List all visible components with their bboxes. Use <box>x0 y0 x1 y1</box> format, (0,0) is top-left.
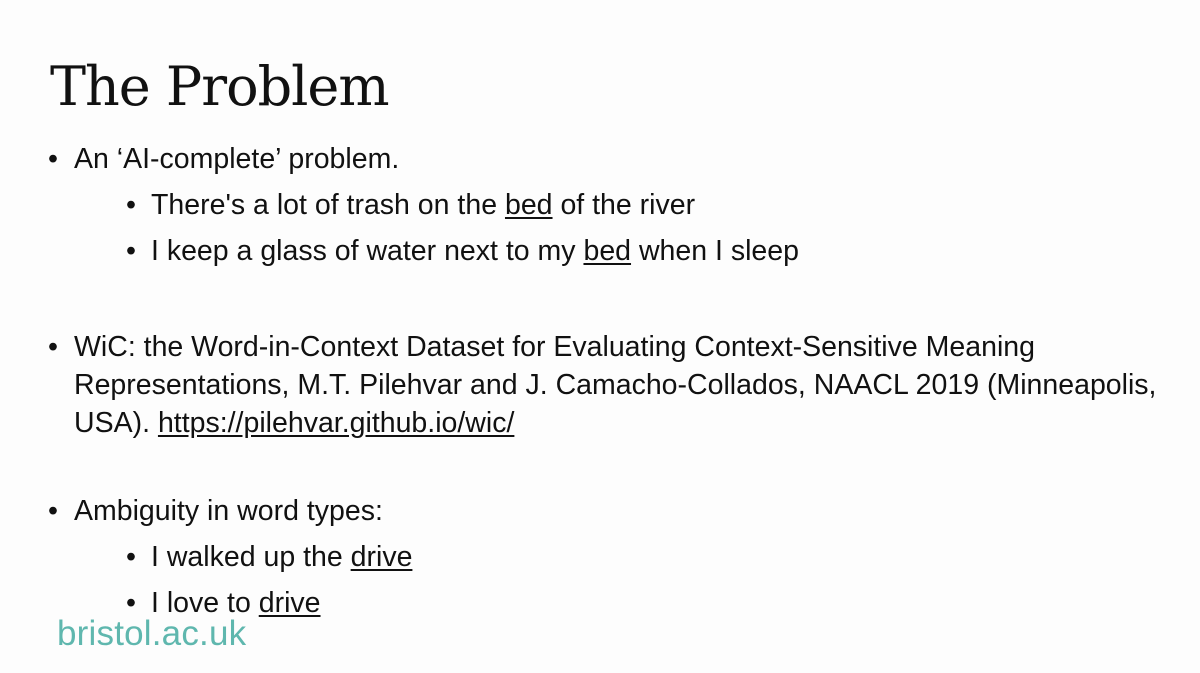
bullet-ambiguity <box>48 492 1168 622</box>
sub-bullet-river-bed <box>126 186 1168 224</box>
bullet-ai-complete <box>48 140 1168 270</box>
sub-bullet-love-drive <box>126 584 1168 622</box>
sub-bullet-sleep-bed <box>126 232 1168 270</box>
bullet-text: • An ‘AI-complete’ problem. <box>74 143 400 175</box>
sub-bullet-walked-drive <box>126 538 1168 576</box>
sub-bullet-text-after: when I sleep <box>631 235 799 267</box>
bullet-text <box>74 328 1168 442</box>
underlined-word: drive <box>258 587 321 619</box>
bristol-logo: bristol.ac.uk <box>57 614 247 653</box>
slide-content <box>48 140 1168 622</box>
sub-bullet-text-before: I keep a glass of water next to my <box>151 235 584 267</box>
sub-bullet-text-before: I love to <box>151 587 259 619</box>
wic-link[interactable]: https://pilehvar.github.io/wic/ <box>157 407 515 439</box>
citation-text: WiC: the Word-in-Context Dataset for Evaluating Context-Sensitive Meaning Representations, M.T. Pilehvar and J. Camacho-Collados, NAACL 2019 (Minneapolis, USA). <box>74 331 1157 439</box>
sub-bullet-text-before: There's a lot of trash on the <box>151 189 505 221</box>
slide-title: The Problem <box>50 55 389 118</box>
bullet-wic-reference <box>48 328 1168 442</box>
bullet-text: • Ambiguity in word types: <box>74 495 383 527</box>
underlined-word: drive <box>350 541 413 573</box>
sub-bullet-text-after: of the river <box>552 189 696 221</box>
underlined-word: bed <box>583 235 632 267</box>
underlined-word: bed <box>504 189 553 221</box>
sub-bullet-text-before: I walked up the <box>151 541 351 573</box>
